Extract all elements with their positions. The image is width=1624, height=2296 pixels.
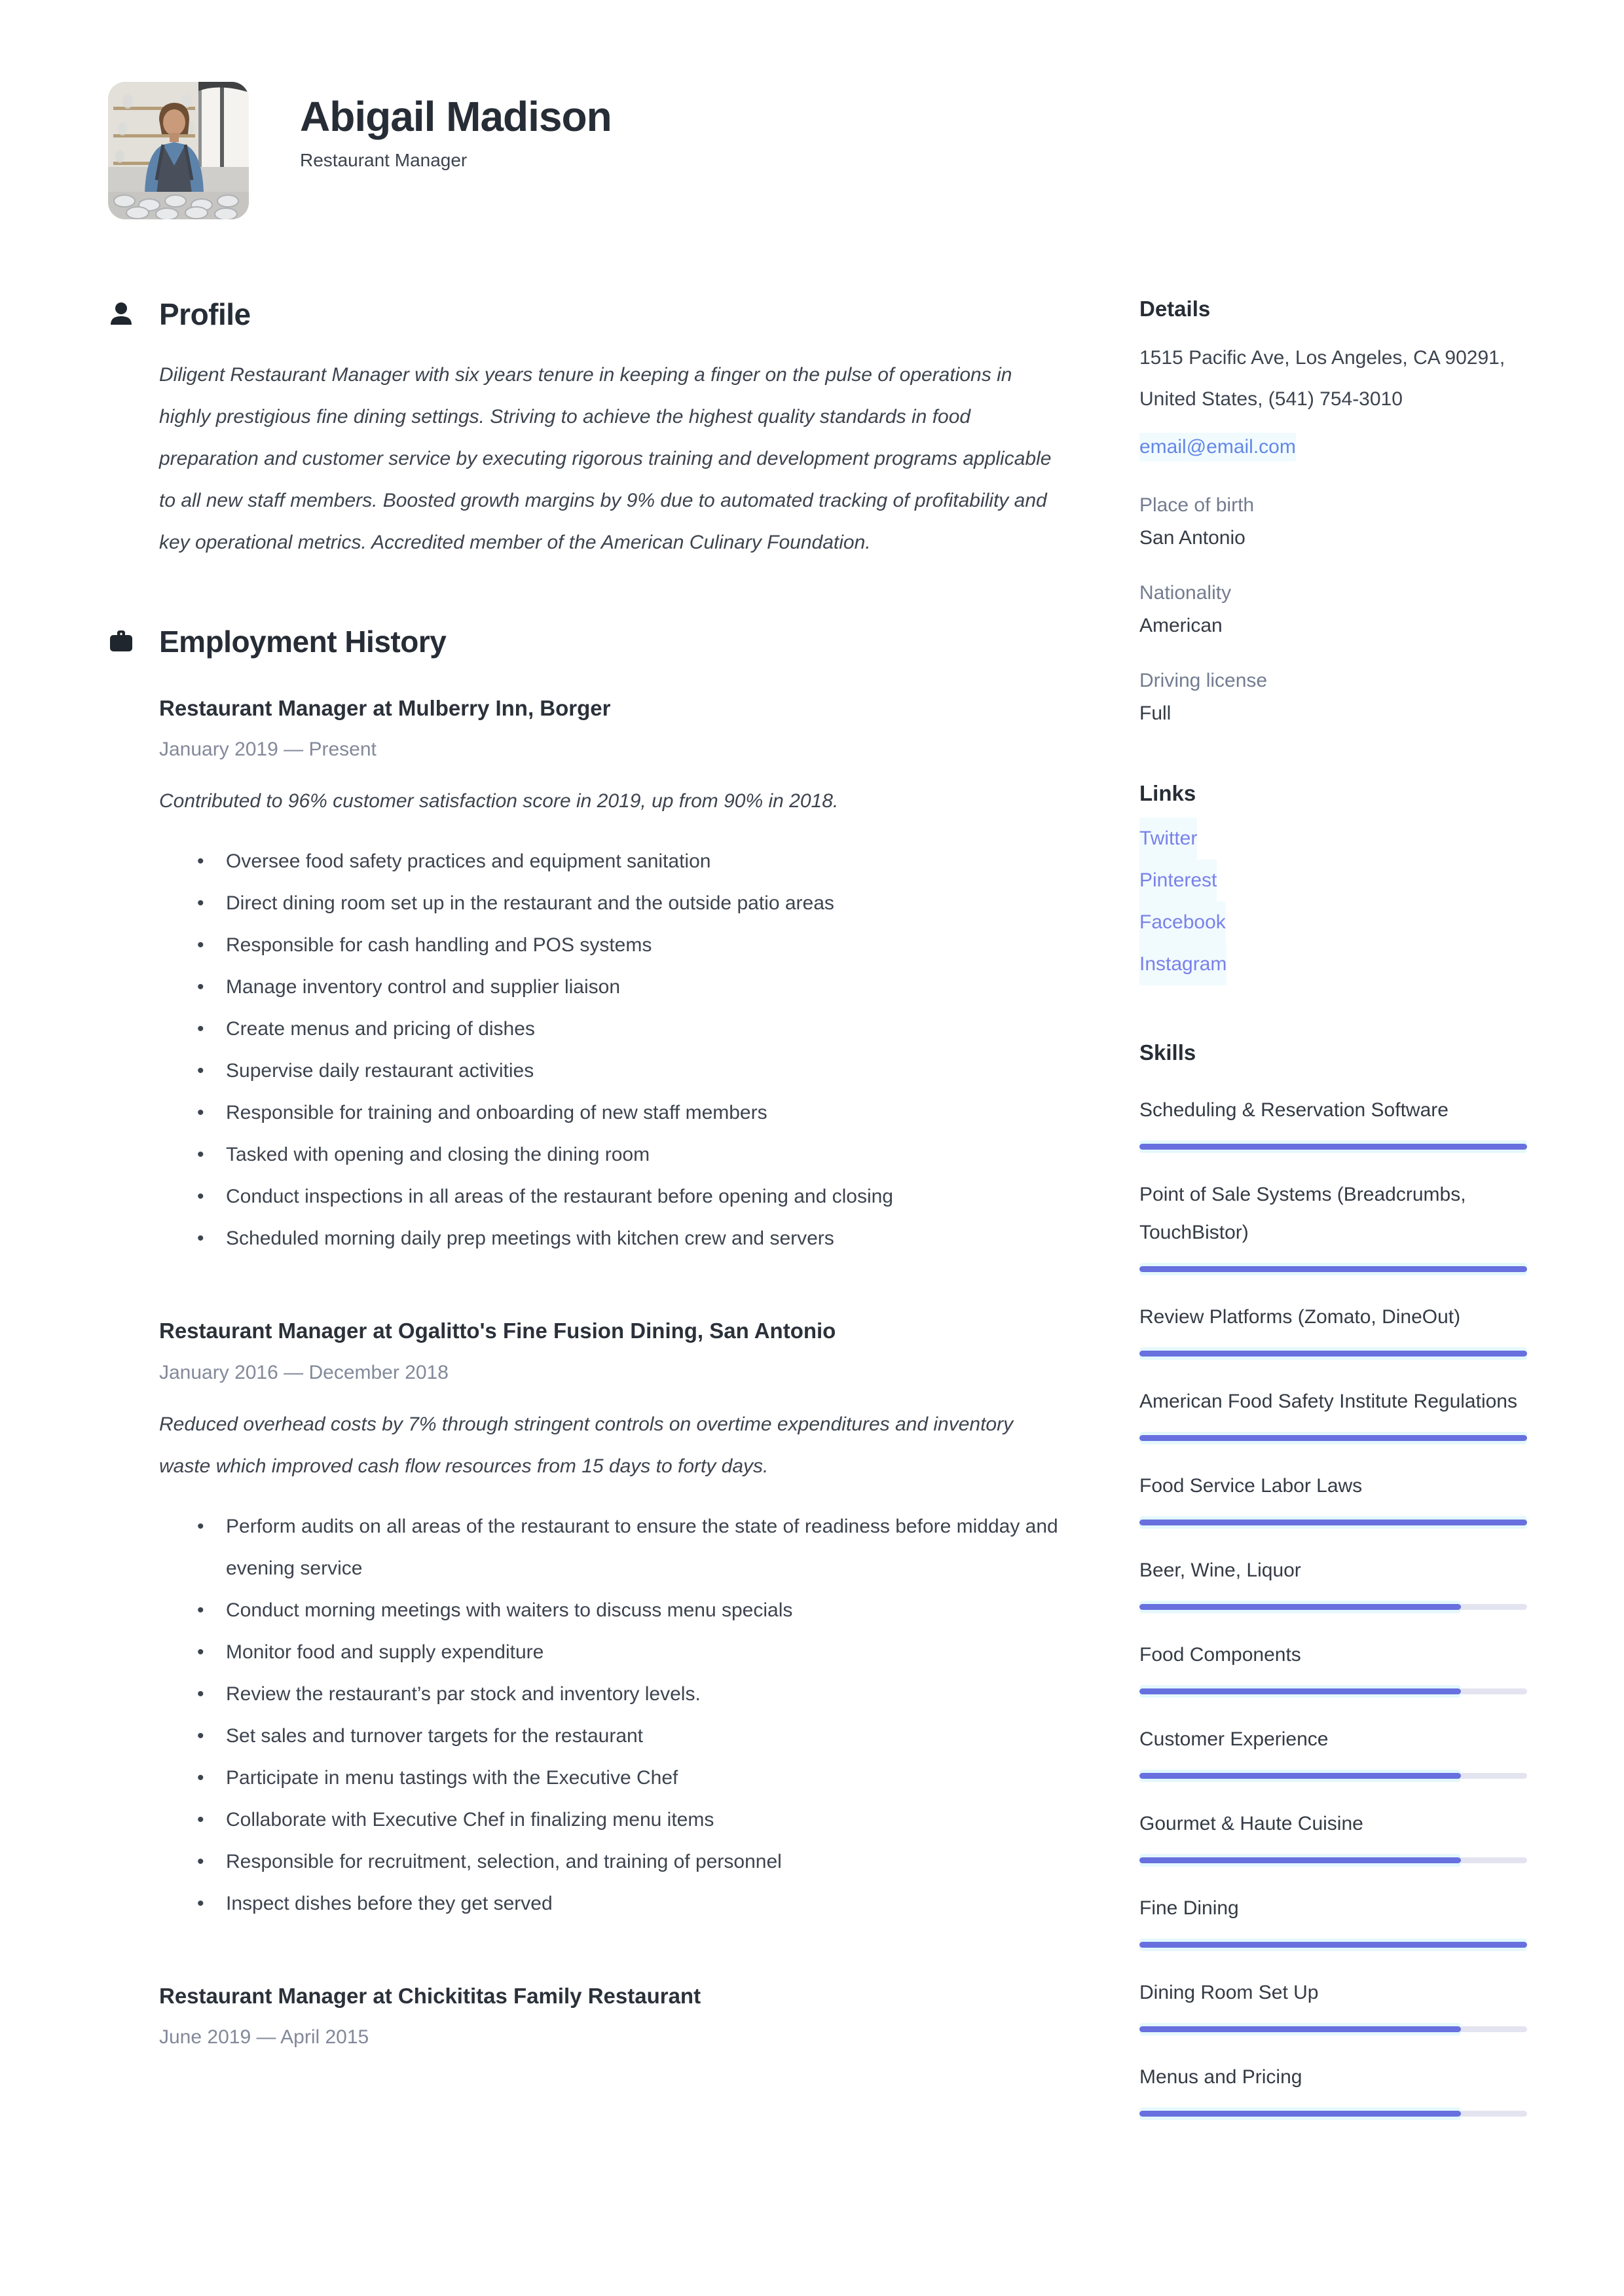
job-bullet: • Tasked with opening and closing the dining room (159, 1134, 1067, 1176)
employment-section-header (108, 624, 1067, 659)
social-link[interactable]: Twitter (1139, 818, 1197, 860)
person-icon (108, 301, 134, 327)
skill-bar-fill (1139, 2026, 1461, 2032)
place-of-birth-value: San Antonio (1139, 527, 1246, 549)
profile-section (108, 297, 1067, 564)
job-bullet: • Responsible for cash handling and POS systems (159, 924, 1067, 966)
job-summary: Reduced overhead costs by 7% through stringent controls on overtime expenditures and inventory waste which improved cash flow resources from 15 days to forty days. (159, 1413, 1014, 1477)
skill-name: Gourmet & Haute Cuisine (1139, 1813, 1363, 1834)
skill-item (1139, 1091, 1527, 1150)
skill-bar-track (1139, 1351, 1527, 1357)
job-bullet: • Scheduled morning daily prep meetings with kitchen crew and servers (159, 1218, 1067, 1260)
job-bullet: • Conduct morning meetings with waiters to discuss menu specials (159, 1590, 1067, 1631)
job-title: Restaurant Manager at Ogalitto's Fine Fusion Dining, San Antonio (159, 1319, 836, 1343)
skill-item (1139, 1298, 1527, 1357)
skill-bar-fill (1139, 1773, 1461, 1779)
skill-name: Scheduling & Reservation Software (1139, 1099, 1449, 1121)
skill-bar-fill (1139, 1351, 1527, 1357)
profile-section-header (108, 297, 1067, 332)
skill-bar-track (1139, 1604, 1527, 1610)
skill-name: Review Platforms (Zomato, DineOut) (1139, 1306, 1461, 1328)
skill-bar-track (1139, 1942, 1527, 1948)
skill-bar-track (1139, 2111, 1527, 2117)
email-link[interactable]: email@email.com (1139, 433, 1296, 462)
skill-name: Food Service Labor Laws (1139, 1475, 1363, 1497)
skills-section (1139, 1040, 1527, 2117)
person-name: Abigail Madison (300, 93, 612, 140)
skill-bar-fill (1139, 1144, 1527, 1150)
skill-bar-track (1139, 1773, 1527, 1779)
skill-item (1139, 1805, 1527, 1863)
skill-bar-fill (1139, 1435, 1527, 1441)
social-link[interactable]: Facebook (1139, 902, 1226, 943)
skill-bar-fill (1139, 1266, 1527, 1272)
skill-item (1139, 1176, 1527, 1272)
address-text: 1515 Pacific Ave, Los Angeles, CA 90291, United States, (541) 754-3010 (1139, 347, 1505, 410)
job-bullets (159, 841, 1067, 1260)
job-bullet: • Collaborate with Executive Chef in finalizing menu items (159, 1799, 1067, 1841)
job-title: Restaurant Manager at Mulberry Inn, Borger (159, 696, 611, 720)
skill-item (1139, 1974, 1527, 2032)
skill-bar-fill (1139, 2111, 1461, 2117)
skill-bar-fill (1139, 1688, 1461, 1694)
main-column (108, 297, 1103, 2117)
skill-item (1139, 1552, 1527, 1610)
job-bullet: • Manage inventory control and supplier liaison (159, 966, 1067, 1008)
job-entry (159, 1317, 1067, 1924)
profile-photo-illustration (108, 82, 249, 219)
place-of-birth-label: Place of birth (1139, 494, 1255, 516)
skill-bar-track (1139, 1144, 1527, 1150)
skill-name: American Food Safety Institute Regulations (1139, 1391, 1517, 1412)
skills-heading: Skills (1139, 1040, 1196, 1065)
skill-bar-track (1139, 2026, 1527, 2032)
links-section (1139, 781, 1527, 985)
skill-item (1139, 1889, 1527, 1948)
profile-text: Diligent Restaurant Manager with six years tenure in keeping a finger on the pulse of operations in highly prestigious fine dining settings. Striving to achieve the highest quality standards in food preparation and customer service by executing rigorous training and development programs applicable to all new staff members. Boosted growth margins by 9% due to automated tracking of profitability and key operational metrics. Accredited member of the American Culinary Foundation. (159, 364, 1052, 553)
job-bullets (159, 1506, 1067, 1925)
skill-name: Point of Sale Systems (Breadcrumbs, TouchBistor) (1139, 1184, 1466, 1243)
job-entry (159, 1982, 1067, 2049)
skill-name: Dining Room Set Up (1139, 1982, 1319, 2003)
job-bullet: • Participate in menu tastings with the Executive Chef (159, 1757, 1067, 1799)
skill-bar-fill (1139, 1520, 1527, 1525)
links-heading: Links (1139, 781, 1196, 805)
skill-item (1139, 1467, 1527, 1525)
skill-bar-fill (1139, 1942, 1527, 1948)
skill-item (1139, 1636, 1527, 1694)
job-entry (159, 695, 1067, 1260)
skill-name: Menus and Pricing (1139, 2066, 1302, 2088)
job-bullet: • Monitor food and supply expenditure (159, 1631, 1067, 1673)
driving-license-label: Driving license (1139, 670, 1268, 691)
social-link[interactable]: Pinterest (1139, 860, 1217, 902)
employment-section (108, 624, 1067, 2049)
job-bullet: • Inspect dishes before they get served (159, 1883, 1067, 1925)
skill-bar-track (1139, 1520, 1527, 1525)
nationality-value: American (1139, 615, 1223, 636)
header (108, 82, 1624, 219)
skills-list (1139, 1091, 1527, 2117)
skill-bar-fill (1139, 1604, 1461, 1610)
skill-name: Food Components (1139, 1644, 1301, 1666)
skill-bar-track (1139, 1435, 1527, 1441)
driving-license-value: Full (1139, 702, 1172, 724)
job-bullet: • Create menus and pricing of dishes (159, 1008, 1067, 1050)
skill-bar-track (1139, 1688, 1527, 1694)
skill-name: Customer Experience (1139, 1728, 1329, 1750)
job-bullet: • Responsible for recruitment, selection, and training of personnel (159, 1841, 1067, 1883)
job-period: January 2016 — December 2018 (159, 1361, 449, 1383)
sidebar (1139, 297, 1527, 2117)
skill-name: Beer, Wine, Liquor (1139, 1559, 1301, 1581)
job-bullet: • Set sales and turnover targets for the restaurant (159, 1715, 1067, 1757)
job-bullet: • Perform audits on all areas of the restaurant to ensure the state of readiness before midday and evening service (159, 1506, 1067, 1590)
job-bullet: • Supervise daily restaurant activities (159, 1050, 1067, 1092)
job-title: Restaurant Manager at Chickititas Family Restaurant (159, 1983, 701, 2008)
details-section (1139, 297, 1527, 725)
content-columns (108, 297, 1624, 2117)
job-bullet: • Oversee food safety practices and equipment sanitation (159, 841, 1067, 883)
skill-item (1139, 1383, 1527, 1441)
employment-heading: Employment History (159, 625, 447, 659)
profile-photo (108, 82, 249, 219)
job-bullet: • Review the restaurant’s par stock and inventory levels. (159, 1673, 1067, 1715)
links-list (1139, 818, 1527, 985)
job-bullet: • Conduct inspections in all areas of the restaurant before opening and closing (159, 1176, 1067, 1218)
job-summary: Contributed to 96% customer satisfaction score in 2019, up from 90% in 2018. (159, 790, 839, 812)
briefcase-icon (108, 629, 134, 655)
social-link[interactable]: Instagram (1139, 943, 1227, 985)
person-job-title: Restaurant Manager (300, 150, 468, 171)
details-heading: Details (1139, 297, 1211, 321)
nationality-label: Nationality (1139, 582, 1232, 604)
job-bullet: • Direct dining room set up in the restaurant and the outside patio areas (159, 883, 1067, 924)
job-bullet: • Responsible for training and onboarding of new staff members (159, 1092, 1067, 1134)
employment-jobs (108, 695, 1067, 2049)
identity-block (300, 82, 612, 171)
skill-name: Fine Dining (1139, 1897, 1239, 1919)
job-period: June 2019 — April 2015 (159, 2026, 369, 2048)
job-period: January 2019 — Present (159, 738, 377, 761)
skill-bar-fill (1139, 1857, 1461, 1863)
skill-bar-track (1139, 1266, 1527, 1272)
profile-heading: Profile (159, 297, 251, 331)
skill-item (1139, 2058, 1527, 2117)
skill-item (1139, 1721, 1527, 1779)
skill-bar-track (1139, 1857, 1527, 1863)
